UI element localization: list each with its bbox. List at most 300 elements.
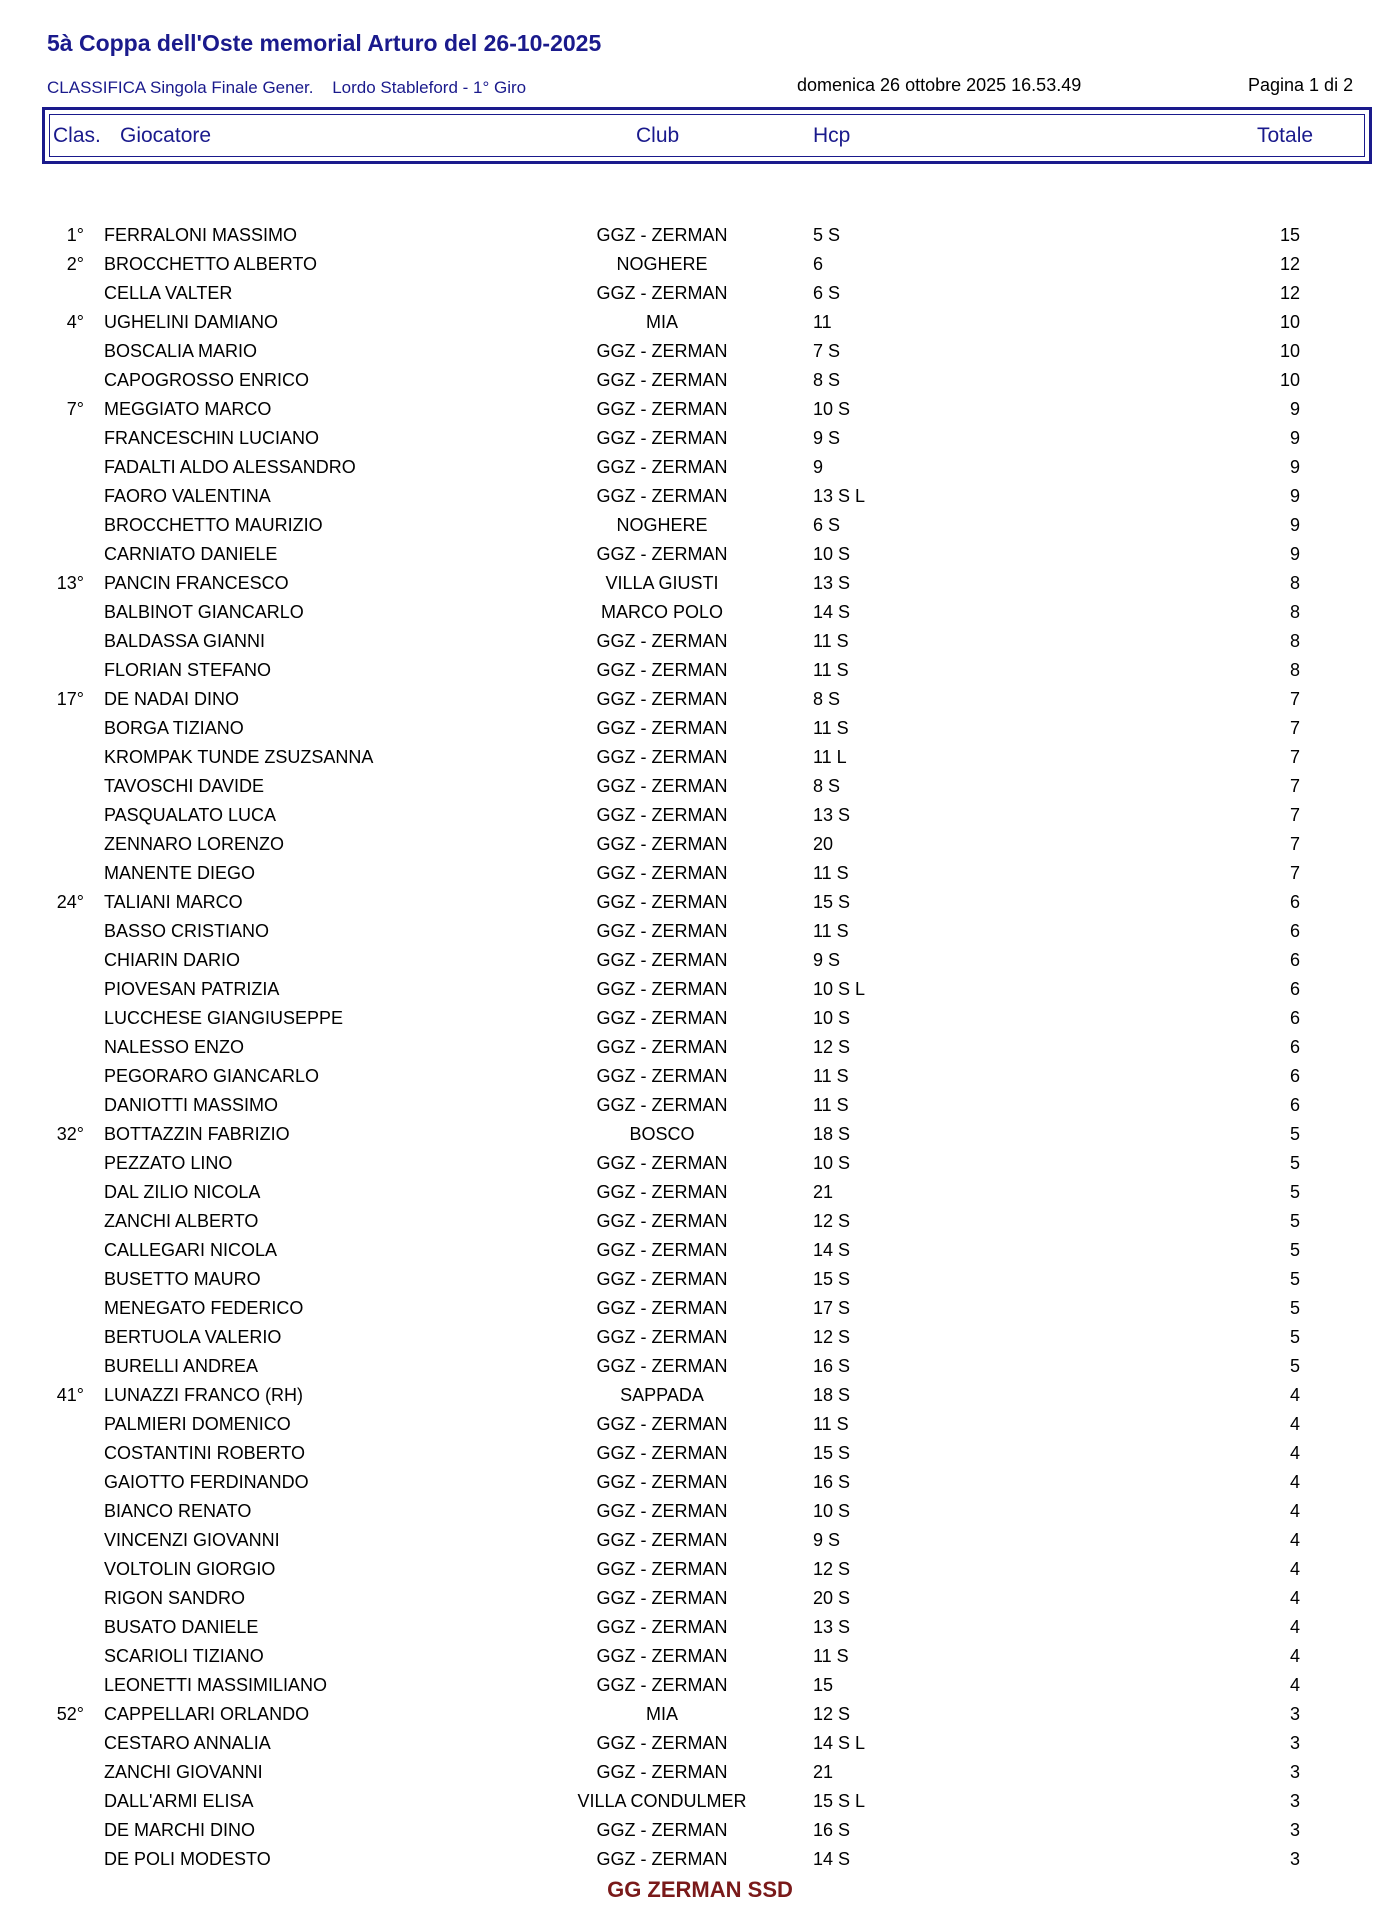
player-name: FADALTI ALDO ALESSANDRO [104, 457, 356, 477]
table-row [0, 686, 1400, 715]
club-cell: GGZ - ZERMAN [596, 1037, 728, 1057]
total-cell: 10 [1279, 370, 1300, 390]
hcp-cell: 8 S [813, 370, 841, 390]
hcp-cell: 18 S [813, 1385, 851, 1405]
table-row [0, 1440, 1400, 1469]
hcp-cell: 15 S [813, 892, 851, 912]
hcp-cell: 11 [813, 312, 832, 332]
total-cell: 8 [1289, 602, 1300, 622]
player-name: CAPOGROSSO ENRICO [104, 370, 310, 390]
club-cell: GGZ - ZERMAN [596, 1095, 728, 1115]
club-cell: NOGHERE [616, 515, 708, 535]
hcp-cell: 11 S [813, 1095, 849, 1115]
player-name: VOLTOLIN GIORGIO [104, 1559, 276, 1579]
player-name: SCARIOLI TIZIANO [104, 1646, 264, 1666]
club-cell: MIA [645, 312, 678, 332]
player-name: CESTARO ANNALIA [104, 1733, 271, 1753]
total-cell: 5 [1289, 1124, 1300, 1144]
club-cell: GGZ - ZERMAN [596, 1211, 728, 1231]
hcp-cell: 12 S [813, 1037, 851, 1057]
hcp-cell: 11 S [813, 660, 849, 680]
player-name: BROCCHETTO ALBERTO [104, 254, 318, 274]
total-cell: 4 [1289, 1588, 1300, 1608]
total-cell: 6 [1289, 1066, 1300, 1086]
club-cell: GGZ - ZERMAN [596, 1588, 728, 1608]
hcp-cell: 9 S [813, 950, 841, 970]
club-cell: GGZ - ZERMAN [596, 950, 728, 970]
player-name: KROMPAK TUNDE ZSUZSANNA [104, 747, 374, 767]
player-name: CARNIATO DANIELE [104, 544, 278, 564]
total-cell: 9 [1289, 428, 1300, 448]
player-name: PEGORARO GIANCARLO [104, 1066, 320, 1086]
club-cell: GGZ - ZERMAN [596, 805, 728, 825]
total-cell: 9 [1289, 399, 1300, 419]
total-cell: 3 [1289, 1733, 1300, 1753]
club-cell: MARCO POLO [600, 602, 724, 622]
table-row [0, 1846, 1400, 1875]
total-cell: 4 [1289, 1530, 1300, 1550]
total-cell: 5 [1289, 1240, 1300, 1260]
total-cell: 7 [1289, 689, 1300, 709]
total-cell: 4 [1289, 1675, 1300, 1695]
rank-cell: 24° [56, 892, 84, 912]
hcp-cell: 11 S [813, 631, 849, 651]
hcp-cell: 10 S [813, 1153, 851, 1173]
table-row [0, 1527, 1400, 1556]
player-name: BIANCO RENATO [104, 1501, 252, 1521]
player-name: RIGON SANDRO [104, 1588, 246, 1608]
hcp-cell: 20 [813, 834, 834, 854]
club-cell: GGZ - ZERMAN [596, 689, 728, 709]
total-cell: 12 [1279, 254, 1300, 274]
player-name: PEZZATO LINO [104, 1153, 233, 1173]
club-cell: GGZ - ZERMAN [596, 428, 728, 448]
hcp-cell: 16 S [813, 1820, 851, 1840]
player-name: DALL'ARMI ELISA [104, 1791, 254, 1811]
hcp-cell: 18 S [813, 1124, 851, 1144]
table-row [0, 309, 1400, 338]
club-cell: GGZ - ZERMAN [596, 1298, 728, 1318]
total-cell: 5 [1289, 1269, 1300, 1289]
club-cell: SAPPADA [620, 1385, 704, 1405]
player-name: CALLEGARI NICOLA [104, 1240, 278, 1260]
club-cell: GGZ - ZERMAN [596, 1559, 728, 1579]
club-cell: GGZ - ZERMAN [596, 1443, 728, 1463]
total-cell: 8 [1289, 631, 1300, 651]
table-row [0, 918, 1400, 947]
total-cell: 7 [1289, 747, 1300, 767]
total-cell: 12 [1279, 283, 1300, 303]
table-row [0, 1208, 1400, 1237]
player-name: BOSCALIA MARIO [104, 341, 258, 361]
page-indicator: Pagina 1 di 2 [1248, 75, 1354, 95]
total-cell: 7 [1289, 834, 1300, 854]
rank-cell: 17° [56, 689, 84, 709]
player-name: MANENTE DIEGO [104, 863, 256, 883]
total-cell: 6 [1289, 1037, 1300, 1057]
table-row [0, 1295, 1400, 1324]
hcp-cell: 10 S [813, 544, 851, 564]
total-cell: 3 [1289, 1704, 1300, 1724]
player-name: GAIOTTO FERDINANDO [104, 1472, 309, 1492]
club-cell: GGZ - ZERMAN [596, 1530, 728, 1550]
organizer-footer: GG ZERMAN SSD [607, 1877, 793, 1902]
hcp-cell: 11 S [813, 1646, 849, 1666]
total-cell: 4 [1289, 1443, 1300, 1463]
hcp-cell: 17 S [813, 1298, 851, 1318]
club-cell: GGZ - ZERMAN [596, 1617, 728, 1637]
hcp-cell: 11 S [813, 921, 849, 941]
hcp-cell: 10 S L [813, 979, 866, 999]
table-row [0, 860, 1400, 889]
club-cell: GGZ - ZERMAN [596, 863, 728, 883]
hcp-cell: 13 S L [813, 486, 866, 506]
player-name: BOTTAZZIN FABRIZIO [104, 1124, 290, 1144]
hcp-cell: 16 S [813, 1472, 851, 1492]
total-cell: 10 [1279, 312, 1300, 332]
total-cell: 5 [1289, 1211, 1300, 1231]
player-name: FLORIAN STEFANO [104, 660, 272, 680]
table-row [0, 976, 1400, 1005]
club-cell: GGZ - ZERMAN [596, 747, 728, 767]
total-cell: 3 [1289, 1820, 1300, 1840]
total-cell: 5 [1289, 1298, 1300, 1318]
hcp-cell: 12 S [813, 1559, 851, 1579]
club-cell: GGZ - ZERMAN [596, 225, 728, 245]
club-cell: VILLA GIUSTI [605, 573, 719, 593]
table-row [0, 1643, 1400, 1672]
table-row [0, 1266, 1400, 1295]
player-name: DAL ZILIO NICOLA [104, 1182, 261, 1202]
hcp-cell: 15 S [813, 1269, 851, 1289]
hcp-cell: 11 S [813, 863, 849, 883]
player-name: MEGGIATO MARCO [104, 399, 272, 419]
club-cell: GGZ - ZERMAN [596, 660, 728, 680]
table-row [0, 1382, 1400, 1411]
hcp-cell: 13 S [813, 805, 851, 825]
document-title: 5à Coppa dell'Oste memorial Arturo del 26-10-2025 [47, 30, 602, 56]
total-cell: 9 [1289, 486, 1300, 506]
hcp-cell: 12 S [813, 1211, 851, 1231]
hcp-cell: 10 S [813, 399, 851, 419]
table-row [0, 744, 1400, 773]
table-row [0, 1324, 1400, 1353]
table-row [0, 251, 1400, 280]
club-cell: GGZ - ZERMAN [596, 1501, 728, 1521]
table-row [0, 831, 1400, 860]
table-row [0, 1179, 1400, 1208]
table-row [0, 1614, 1400, 1643]
player-name: CHIARIN DARIO [104, 950, 241, 970]
table-row [0, 1237, 1400, 1266]
total-cell: 9 [1289, 457, 1300, 477]
player-name: FAORO VALENTINA [104, 486, 271, 506]
table-row [0, 1063, 1400, 1092]
table-row [0, 1788, 1400, 1817]
club-cell: GGZ - ZERMAN [596, 1675, 728, 1695]
total-cell: 4 [1289, 1559, 1300, 1579]
club-cell: GGZ - ZERMAN [596, 631, 728, 651]
player-name: LUNAZZI FRANCO (RH) [104, 1385, 303, 1405]
player-name: BUSATO DANIELE [104, 1617, 259, 1637]
player-name: PASQUALATO LUCA [104, 805, 277, 825]
rank-cell: 52° [56, 1704, 84, 1724]
table-row [0, 715, 1400, 744]
player-name: FERRALONI MASSIMO [104, 225, 298, 245]
rank-cell: 32° [56, 1124, 84, 1144]
club-cell: GGZ - ZERMAN [596, 370, 728, 390]
col-header-totale: Totale [1257, 124, 1314, 147]
player-name: BORGA TIZIANO [104, 718, 244, 738]
player-name: DANIOTTI MASSIMO [104, 1095, 279, 1115]
hcp-cell: 5 S [813, 225, 841, 245]
player-name: DE POLI MODESTO [104, 1849, 271, 1869]
table-row [0, 1150, 1400, 1179]
total-cell: 3 [1289, 1762, 1300, 1782]
total-cell: 7 [1289, 776, 1300, 796]
total-cell: 6 [1289, 979, 1300, 999]
total-cell: 6 [1289, 1095, 1300, 1115]
player-name: LUCCHESE GIANGIUSEPPE [104, 1008, 344, 1028]
column-header-box [42, 107, 1372, 164]
hcp-cell: 16 S [813, 1356, 851, 1376]
club-cell: GGZ - ZERMAN [596, 457, 728, 477]
club-cell: GGZ - ZERMAN [596, 892, 728, 912]
club-cell: GGZ - ZERMAN [596, 544, 728, 564]
table-row [0, 773, 1400, 802]
player-name: MENEGATO FEDERICO [104, 1298, 304, 1318]
hcp-cell: 20 S [813, 1588, 851, 1608]
hcp-cell: 12 S [813, 1704, 851, 1724]
table-row [0, 1556, 1400, 1585]
hcp-cell: 15 [813, 1675, 834, 1695]
hcp-cell: 11 S [813, 1066, 849, 1086]
hcp-cell: 14 S [813, 1240, 851, 1260]
hcp-cell: 6 S [813, 283, 841, 303]
player-name: PALMIERI DOMENICO [104, 1414, 291, 1434]
total-cell: 6 [1289, 921, 1300, 941]
col-header-hcp: Hcp [813, 124, 851, 147]
hcp-cell: 10 S [813, 1008, 851, 1028]
player-name: DE NADAI DINO [104, 689, 240, 709]
hcp-cell: 9 S [813, 428, 841, 448]
table-row [0, 570, 1400, 599]
total-cell: 5 [1289, 1182, 1300, 1202]
table-row [0, 280, 1400, 309]
total-cell: 6 [1289, 950, 1300, 970]
hcp-cell: 14 S L [813, 1733, 866, 1753]
total-cell: 6 [1289, 892, 1300, 912]
table-row [0, 1672, 1400, 1701]
table-row [0, 599, 1400, 628]
player-name: BALDASSA GIANNI [104, 631, 266, 651]
table-row [0, 454, 1400, 483]
total-cell: 4 [1289, 1646, 1300, 1666]
table-row [0, 222, 1400, 251]
col-header-club: Club [636, 124, 680, 147]
total-cell: 3 [1289, 1791, 1300, 1811]
table-row [0, 1817, 1400, 1846]
table-row [0, 628, 1400, 657]
total-cell: 8 [1289, 573, 1300, 593]
table-row [0, 483, 1400, 512]
table-row [0, 1759, 1400, 1788]
player-name: ZANCHI ALBERTO [104, 1211, 259, 1231]
table-row [0, 1498, 1400, 1527]
club-cell: GGZ - ZERMAN [596, 1762, 728, 1782]
player-name: LEONETTI MASSIMILIANO [104, 1675, 328, 1695]
hcp-cell: 21 [813, 1762, 834, 1782]
club-cell: GGZ - ZERMAN [596, 1849, 728, 1869]
total-cell: 8 [1289, 660, 1300, 680]
player-name: BURELLI ANDREA [104, 1356, 259, 1376]
club-cell: GGZ - ZERMAN [596, 1414, 728, 1434]
player-name: COSTANTINI ROBERTO [104, 1443, 306, 1463]
club-cell: GGZ - ZERMAN [596, 921, 728, 941]
player-name: BROCCHETTO MAURIZIO [104, 515, 323, 535]
rank-cell: 4° [66, 312, 84, 332]
total-cell: 15 [1279, 225, 1300, 245]
formula-label: Lordo Stableford - 1° Giro [332, 78, 527, 97]
total-cell: 4 [1289, 1414, 1300, 1434]
hcp-cell: 21 [813, 1182, 834, 1202]
player-name: TALIANI MARCO [104, 892, 243, 912]
total-cell: 7 [1289, 863, 1300, 883]
player-name: BASSO CRISTIANO [104, 921, 270, 941]
rank-cell: 13° [56, 573, 84, 593]
table-row [0, 1034, 1400, 1063]
table-row [0, 1005, 1400, 1034]
hcp-cell: 11 S [813, 718, 849, 738]
club-cell: GGZ - ZERMAN [596, 979, 728, 999]
rank-cell: 41° [56, 1385, 84, 1405]
classifica-label: CLASSIFICA Singola Finale Gener. [47, 78, 314, 97]
hcp-cell: 15 S L [813, 1791, 866, 1811]
club-cell: GGZ - ZERMAN [596, 1327, 728, 1347]
club-cell: GGZ - ZERMAN [596, 1269, 728, 1289]
total-cell: 4 [1289, 1472, 1300, 1492]
total-cell: 9 [1289, 515, 1300, 535]
club-cell: GGZ - ZERMAN [596, 834, 728, 854]
club-cell: GGZ - ZERMAN [596, 399, 728, 419]
club-cell: GGZ - ZERMAN [596, 1182, 728, 1202]
player-name: CELLA VALTER [104, 283, 233, 303]
total-cell: 7 [1289, 805, 1300, 825]
total-cell: 6 [1289, 1008, 1300, 1028]
table-row [0, 947, 1400, 976]
club-cell: GGZ - ZERMAN [596, 1240, 728, 1260]
club-cell: GGZ - ZERMAN [596, 1008, 728, 1028]
player-name: UGHELINI DAMIANO [104, 312, 279, 332]
rank-cell: 7° [66, 399, 84, 419]
total-cell: 5 [1289, 1153, 1300, 1173]
total-cell: 4 [1289, 1385, 1300, 1405]
club-cell: GGZ - ZERMAN [596, 1646, 728, 1666]
player-name: PANCIN FRANCESCO [104, 573, 289, 593]
table-row [0, 1585, 1400, 1614]
player-name: PIOVESAN PATRIZIA [104, 979, 280, 999]
total-cell: 3 [1289, 1849, 1300, 1869]
table-row [0, 1411, 1400, 1440]
club-cell: GGZ - ZERMAN [596, 283, 728, 303]
player-name: FRANCESCHIN LUCIANO [104, 428, 320, 448]
rank-cell: 1° [66, 225, 84, 245]
hcp-cell: 10 S [813, 1501, 851, 1521]
club-cell: NOGHERE [616, 254, 708, 274]
club-cell: BOSCO [629, 1124, 695, 1144]
club-cell: GGZ - ZERMAN [596, 486, 728, 506]
player-name: BUSETTO MAURO [104, 1269, 261, 1289]
total-cell: 5 [1289, 1327, 1300, 1347]
player-name: NALESSO ENZO [104, 1037, 245, 1057]
total-cell: 5 [1289, 1356, 1300, 1376]
table-row [0, 657, 1400, 686]
hcp-cell: 11 L [813, 747, 847, 767]
club-cell: GGZ - ZERMAN [596, 1733, 728, 1753]
player-name: DE MARCHI DINO [104, 1820, 256, 1840]
table-row [0, 889, 1400, 918]
player-name: VINCENZI GIOVANNI [104, 1530, 280, 1550]
player-name: CAPPELLARI ORLANDO [104, 1704, 310, 1724]
club-cell: MIA [645, 1704, 678, 1724]
table-row [0, 802, 1400, 831]
club-cell: GGZ - ZERMAN [596, 718, 728, 738]
table-row [0, 425, 1400, 454]
club-cell: GGZ - ZERMAN [596, 1356, 728, 1376]
document-subtitle [47, 78, 540, 98]
hcp-cell: 14 S [813, 602, 851, 622]
table-row [0, 541, 1400, 570]
player-name: BALBINOT GIANCARLO [104, 602, 304, 622]
table-row [0, 1353, 1400, 1382]
player-name: BERTUOLA VALERIO [104, 1327, 282, 1347]
hcp-cell: 15 S [813, 1443, 851, 1463]
hcp-cell: 13 S [813, 1617, 851, 1637]
hcp-cell: 7 S [813, 341, 841, 361]
table-row [0, 396, 1400, 425]
club-cell: GGZ - ZERMAN [596, 1472, 728, 1492]
hcp-cell: 8 S [813, 689, 841, 709]
hcp-cell: 8 S [813, 776, 841, 796]
table-row [0, 367, 1400, 396]
hcp-cell: 9 [813, 457, 824, 477]
total-cell: 10 [1279, 341, 1300, 361]
print-datetime: domenica 26 ottobre 2025 16.53.49 [797, 75, 1082, 95]
hcp-cell: 12 S [813, 1327, 851, 1347]
total-cell: 9 [1289, 544, 1300, 564]
table-row [0, 1121, 1400, 1150]
club-cell: GGZ - ZERMAN [596, 1066, 728, 1086]
club-cell: GGZ - ZERMAN [596, 341, 728, 361]
club-cell: GGZ - ZERMAN [596, 776, 728, 796]
hcp-cell: 14 S [813, 1849, 851, 1869]
club-cell: GGZ - ZERMAN [596, 1153, 728, 1173]
player-name: TAVOSCHI DAVIDE [104, 776, 265, 796]
table-row [0, 1092, 1400, 1121]
total-cell: 7 [1289, 718, 1300, 738]
table-row [0, 1730, 1400, 1759]
hcp-cell: 6 [813, 254, 824, 274]
rank-cell: 2° [66, 254, 84, 274]
total-cell: 4 [1289, 1617, 1300, 1637]
total-cell: 4 [1289, 1501, 1300, 1521]
club-cell: VILLA CONDULMER [577, 1791, 747, 1811]
hcp-cell: 11 S [813, 1414, 849, 1434]
player-name: ZANCHI GIOVANNI [104, 1762, 263, 1782]
table-row [0, 338, 1400, 367]
table-row [0, 1469, 1400, 1498]
hcp-cell: 9 S [813, 1530, 841, 1550]
